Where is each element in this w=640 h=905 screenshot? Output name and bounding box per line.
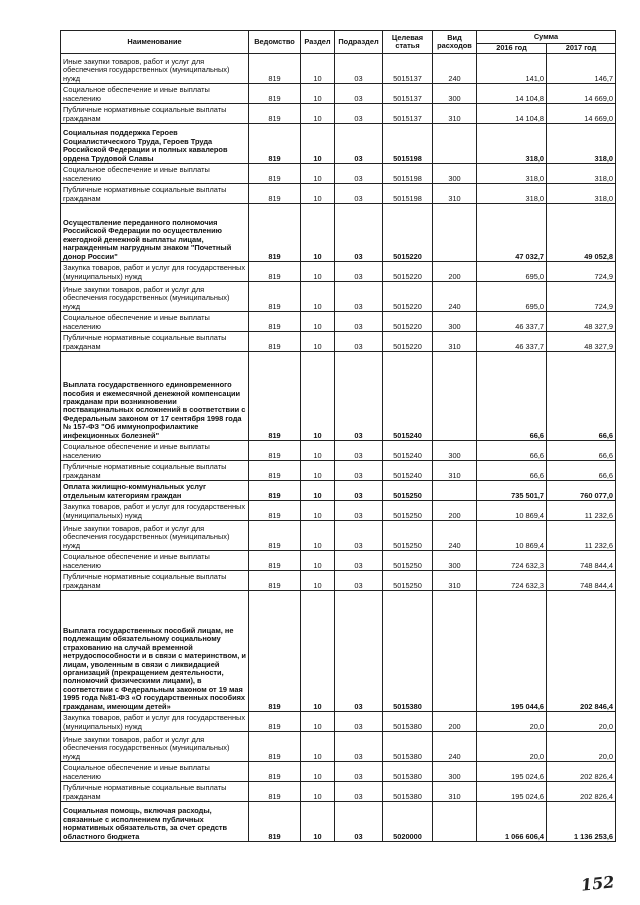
cell-vid: 240	[433, 54, 477, 84]
cell-statya: 5015198	[383, 184, 433, 204]
cell-podrazdel: 03	[335, 461, 383, 481]
cell-sum-2016: 195 024,6	[477, 762, 547, 782]
table-body	[61, 54, 616, 842]
table-row	[61, 732, 616, 762]
cell-vid	[433, 591, 477, 712]
cell-vedomstvo: 819	[249, 461, 301, 481]
cell-sum-2017: 1 136 253,6	[547, 802, 616, 842]
table-row	[61, 54, 616, 84]
cell-vedomstvo: 819	[249, 204, 301, 262]
cell-sum-2016: 46 337,7	[477, 332, 547, 352]
cell-vid: 310	[433, 461, 477, 481]
cell-statya: 5015137	[383, 84, 433, 104]
cell-sum-2016: 318,0	[477, 164, 547, 184]
cell-podrazdel: 03	[335, 282, 383, 312]
cell-name: Социальное обеспечение и иные выплаты населению	[61, 762, 249, 782]
page-number: 152	[579, 872, 615, 895]
cell-statya: 5015198	[383, 124, 433, 164]
cell-sum-2016: 695,0	[477, 282, 547, 312]
cell-name: Иные закупки товаров, работ и услуг для обеспечения государственных (муниципальных) нужд	[61, 54, 249, 84]
cell-sum-2016: 14 104,8	[477, 84, 547, 104]
cell-name: Иные закупки товаров, работ и услуг для обеспечения государственных (муниципальных) нужд	[61, 282, 249, 312]
cell-vid: 310	[433, 184, 477, 204]
cell-sum-2017: 748 844,4	[547, 551, 616, 571]
cell-vedomstvo: 819	[249, 124, 301, 164]
cell-statya: 5015380	[383, 782, 433, 802]
cell-statya: 5015250	[383, 571, 433, 591]
cell-vedomstvo: 819	[249, 312, 301, 332]
cell-statya: 5020000	[383, 802, 433, 842]
cell-name: Публичные нормативные социальные выплаты гражданам	[61, 332, 249, 352]
cell-statya: 5015240	[383, 461, 433, 481]
cell-vid: 300	[433, 551, 477, 571]
cell-vid: 240	[433, 521, 477, 551]
cell-podrazdel: 03	[335, 312, 383, 332]
cell-sum-2017: 11 232,6	[547, 501, 616, 521]
cell-vedomstvo: 819	[249, 762, 301, 782]
cell-name: Закупка товаров, работ и услуг для государственных (муниципальных) нужд	[61, 262, 249, 282]
cell-statya: 5015137	[383, 104, 433, 124]
cell-vid: 300	[433, 762, 477, 782]
cell-statya: 5015220	[383, 204, 433, 262]
cell-sum-2016: 10 869,4	[477, 521, 547, 551]
table-row	[61, 481, 616, 501]
cell-name: Оплата жилищно-коммунальных услуг отдельным категориям граждан	[61, 481, 249, 501]
cell-razdel: 10	[301, 551, 335, 571]
cell-sum-2017: 11 232,6	[547, 521, 616, 551]
table-row	[61, 262, 616, 282]
cell-statya: 5015250	[383, 501, 433, 521]
cell-vedomstvo: 819	[249, 262, 301, 282]
cell-sum-2017: 724,9	[547, 262, 616, 282]
cell-vid: 300	[433, 441, 477, 461]
table-row	[61, 282, 616, 312]
cell-statya: 5015240	[383, 441, 433, 461]
header-summa: Сумма	[477, 31, 616, 44]
cell-vedomstvo: 819	[249, 54, 301, 84]
cell-vedomstvo: 819	[249, 521, 301, 551]
table-row	[61, 124, 616, 164]
cell-podrazdel: 03	[335, 104, 383, 124]
cell-vedomstvo: 819	[249, 164, 301, 184]
cell-razdel: 10	[301, 352, 335, 441]
cell-podrazdel: 03	[335, 591, 383, 712]
cell-name: Выплата государственного единовременного пособия и ежемесячной денежной компенсации гражданам при возникновении поствакцинальных осложнений в соответствии с Федеральным законом от 17 сентября 1998 года № 157-ФЗ "Об иммунопрофилактике инфекционных болезней"	[61, 352, 249, 441]
cell-statya: 5015250	[383, 481, 433, 501]
cell-sum-2016: 66,6	[477, 441, 547, 461]
cell-name: Публичные нормативные социальные выплаты гражданам	[61, 104, 249, 124]
table-row	[61, 84, 616, 104]
cell-podrazdel: 03	[335, 352, 383, 441]
cell-podrazdel: 03	[335, 441, 383, 461]
cell-razdel: 10	[301, 481, 335, 501]
cell-name: Выплата государственных пособий лицам, не подлежащим обязательному социальному страхованию на случай временной нетрудоспособности и в связи с материнством, и лицам, уволенным в связи с ликвидацией организаций (прекращением деятельности, полномочий физическими лицами), в соответствии с Федеральным законом от 19 мая 1995 года №81-ФЗ «О государственных пособиях гражданам, имеющим детей»	[61, 591, 249, 712]
cell-name: Социальное обеспечение и иные выплаты населению	[61, 551, 249, 571]
table-header	[61, 31, 616, 54]
budget-table-sheet	[60, 30, 615, 842]
table-row	[61, 184, 616, 204]
table-row	[61, 802, 616, 842]
cell-sum-2016: 20,0	[477, 712, 547, 732]
cell-podrazdel: 03	[335, 184, 383, 204]
cell-statya: 5015380	[383, 762, 433, 782]
header-year-2017: 2017 год	[547, 44, 616, 54]
cell-podrazdel: 03	[335, 124, 383, 164]
cell-vid: 240	[433, 732, 477, 762]
cell-sum-2016: 318,0	[477, 184, 547, 204]
cell-podrazdel: 03	[335, 762, 383, 782]
table-row	[61, 551, 616, 571]
cell-vedomstvo: 819	[249, 104, 301, 124]
table-row	[61, 104, 616, 124]
cell-sum-2016: 66,6	[477, 461, 547, 481]
table-row	[61, 352, 616, 441]
cell-sum-2016: 724 632,3	[477, 571, 547, 591]
cell-sum-2017: 724,9	[547, 282, 616, 312]
cell-sum-2017: 146,7	[547, 54, 616, 84]
cell-sum-2016: 695,0	[477, 262, 547, 282]
cell-name: Публичные нормативные социальные выплаты гражданам	[61, 782, 249, 802]
cell-sum-2016: 195 044,6	[477, 591, 547, 712]
table-row	[61, 571, 616, 591]
cell-razdel: 10	[301, 204, 335, 262]
cell-vid	[433, 352, 477, 441]
cell-sum-2017: 14 669,0	[547, 84, 616, 104]
cell-sum-2016: 66,6	[477, 352, 547, 441]
cell-statya: 5015137	[383, 54, 433, 84]
cell-vid: 300	[433, 312, 477, 332]
cell-name: Закупка товаров, работ и услуг для государственных (муниципальных) нужд	[61, 501, 249, 521]
cell-statya: 5015198	[383, 164, 433, 184]
cell-sum-2016: 14 104,8	[477, 104, 547, 124]
cell-vid: 200	[433, 712, 477, 732]
cell-vedomstvo: 819	[249, 501, 301, 521]
cell-podrazdel: 03	[335, 481, 383, 501]
cell-podrazdel: 03	[335, 571, 383, 591]
table-row	[61, 461, 616, 481]
cell-sum-2016: 20,0	[477, 732, 547, 762]
cell-name: Социальное обеспечение и иные выплаты населению	[61, 312, 249, 332]
cell-vid	[433, 204, 477, 262]
table-row	[61, 591, 616, 712]
cell-sum-2016: 724 632,3	[477, 551, 547, 571]
cell-razdel: 10	[301, 571, 335, 591]
cell-vedomstvo: 819	[249, 571, 301, 591]
cell-vid	[433, 481, 477, 501]
cell-vedomstvo: 819	[249, 712, 301, 732]
cell-podrazdel: 03	[335, 164, 383, 184]
cell-razdel: 10	[301, 124, 335, 164]
cell-razdel: 10	[301, 312, 335, 332]
cell-name: Публичные нормативные социальные выплаты гражданам	[61, 571, 249, 591]
cell-statya: 5015220	[383, 332, 433, 352]
cell-sum-2016: 47 032,7	[477, 204, 547, 262]
cell-sum-2016: 141,0	[477, 54, 547, 84]
cell-statya: 5015220	[383, 262, 433, 282]
cell-razdel: 10	[301, 782, 335, 802]
cell-sum-2017: 20,0	[547, 732, 616, 762]
cell-podrazdel: 03	[335, 54, 383, 84]
cell-razdel: 10	[301, 54, 335, 84]
cell-sum-2016: 46 337,7	[477, 312, 547, 332]
cell-razdel: 10	[301, 332, 335, 352]
cell-podrazdel: 03	[335, 782, 383, 802]
cell-name: Социальное обеспечение и иные выплаты населению	[61, 84, 249, 104]
cell-name: Иные закупки товаров, работ и услуг для обеспечения государственных (муниципальных) нужд	[61, 732, 249, 762]
cell-statya: 5015220	[383, 312, 433, 332]
header-podrazdel: Подраздел	[335, 31, 383, 54]
cell-razdel: 10	[301, 501, 335, 521]
cell-vedomstvo: 819	[249, 352, 301, 441]
cell-sum-2016: 735 501,7	[477, 481, 547, 501]
cell-sum-2017: 202 826,4	[547, 782, 616, 802]
cell-podrazdel: 03	[335, 732, 383, 762]
header-year-2016: 2016 год	[477, 44, 547, 54]
cell-statya: 5015250	[383, 521, 433, 551]
cell-vedomstvo: 819	[249, 84, 301, 104]
table-row	[61, 332, 616, 352]
cell-razdel: 10	[301, 591, 335, 712]
cell-vedomstvo: 819	[249, 551, 301, 571]
cell-sum-2017: 318,0	[547, 184, 616, 204]
header-statya: Целевая статья	[383, 31, 433, 54]
cell-vid: 310	[433, 332, 477, 352]
cell-sum-2017: 48 327,9	[547, 332, 616, 352]
cell-sum-2017: 48 327,9	[547, 312, 616, 332]
cell-podrazdel: 03	[335, 501, 383, 521]
cell-name: Социальная помощь, включая расходы, связанные с исполнением публичных нормативных обязательств, за счет средств областного бюджета	[61, 802, 249, 842]
table-row	[61, 164, 616, 184]
header-razdel: Раздел	[301, 31, 335, 54]
table-row	[61, 782, 616, 802]
cell-sum-2017: 66,6	[547, 461, 616, 481]
cell-name: Закупка товаров, работ и услуг для государственных (муниципальных) нужд	[61, 712, 249, 732]
cell-podrazdel: 03	[335, 84, 383, 104]
cell-vid: 200	[433, 262, 477, 282]
cell-vedomstvo: 819	[249, 332, 301, 352]
cell-sum-2017: 202 826,4	[547, 762, 616, 782]
cell-sum-2017: 748 844,4	[547, 571, 616, 591]
budget-table	[60, 30, 616, 842]
cell-sum-2017: 49 052,8	[547, 204, 616, 262]
cell-razdel: 10	[301, 282, 335, 312]
cell-razdel: 10	[301, 732, 335, 762]
cell-vedomstvo: 819	[249, 184, 301, 204]
cell-sum-2017: 20,0	[547, 712, 616, 732]
cell-vedomstvo: 819	[249, 591, 301, 712]
cell-sum-2017: 66,6	[547, 352, 616, 441]
table-row	[61, 712, 616, 732]
cell-vid: 310	[433, 782, 477, 802]
cell-vid: 310	[433, 571, 477, 591]
cell-name: Осуществление переданного полномочия Российской Федерации по осуществлению ежегодной денежной выплаты лицам, награжденным нагрудным знаком "Почетный донор России"	[61, 204, 249, 262]
cell-vedomstvo: 819	[249, 732, 301, 762]
cell-statya: 5015380	[383, 732, 433, 762]
cell-podrazdel: 03	[335, 712, 383, 732]
cell-name: Публичные нормативные социальные выплаты гражданам	[61, 461, 249, 481]
cell-sum-2017: 318,0	[547, 124, 616, 164]
cell-statya: 5015240	[383, 352, 433, 441]
cell-vid: 300	[433, 84, 477, 104]
cell-vedomstvo: 819	[249, 481, 301, 501]
table-row	[61, 501, 616, 521]
cell-razdel: 10	[301, 164, 335, 184]
cell-razdel: 10	[301, 262, 335, 282]
cell-statya: 5015250	[383, 551, 433, 571]
cell-razdel: 10	[301, 104, 335, 124]
cell-razdel: 10	[301, 461, 335, 481]
cell-vid	[433, 802, 477, 842]
cell-name: Публичные нормативные социальные выплаты гражданам	[61, 184, 249, 204]
cell-sum-2016: 1 066 606,4	[477, 802, 547, 842]
cell-razdel: 10	[301, 712, 335, 732]
cell-sum-2017: 760 077,0	[547, 481, 616, 501]
cell-razdel: 10	[301, 802, 335, 842]
header-vid: Вид расходов	[433, 31, 477, 54]
cell-podrazdel: 03	[335, 551, 383, 571]
cell-vedomstvo: 819	[249, 441, 301, 461]
cell-sum-2016: 10 869,4	[477, 501, 547, 521]
cell-name: Социальное обеспечение и иные выплаты населению	[61, 441, 249, 461]
header-name: Наименование	[61, 31, 249, 54]
cell-statya: 5015220	[383, 282, 433, 312]
cell-name: Социальная поддержка Героев Социалистического Труда, Героев Труда Российской Федерации и полных кавалеров ордена Трудовой Славы	[61, 124, 249, 164]
cell-sum-2017: 202 846,4	[547, 591, 616, 712]
table-row	[61, 312, 616, 332]
table-row	[61, 441, 616, 461]
header-vedomstvo: Ведомство	[249, 31, 301, 54]
cell-vid: 300	[433, 164, 477, 184]
cell-statya: 5015380	[383, 591, 433, 712]
cell-sum-2017: 14 669,0	[547, 104, 616, 124]
cell-vid: 240	[433, 282, 477, 312]
cell-podrazdel: 03	[335, 802, 383, 842]
cell-sum-2016: 195 024,6	[477, 782, 547, 802]
cell-vedomstvo: 819	[249, 802, 301, 842]
cell-statya: 5015380	[383, 712, 433, 732]
cell-razdel: 10	[301, 84, 335, 104]
cell-razdel: 10	[301, 184, 335, 204]
cell-vid	[433, 124, 477, 164]
cell-vedomstvo: 819	[249, 782, 301, 802]
cell-sum-2017: 66,6	[547, 441, 616, 461]
cell-razdel: 10	[301, 762, 335, 782]
cell-podrazdel: 03	[335, 204, 383, 262]
cell-razdel: 10	[301, 521, 335, 551]
cell-name: Социальное обеспечение и иные выплаты населению	[61, 164, 249, 184]
cell-vid: 310	[433, 104, 477, 124]
cell-podrazdel: 03	[335, 521, 383, 551]
cell-name: Иные закупки товаров, работ и услуг для обеспечения государственных (муниципальных) нужд	[61, 521, 249, 551]
cell-vedomstvo: 819	[249, 282, 301, 312]
cell-razdel: 10	[301, 441, 335, 461]
cell-sum-2016: 318,0	[477, 124, 547, 164]
cell-podrazdel: 03	[335, 332, 383, 352]
cell-vid: 200	[433, 501, 477, 521]
table-row	[61, 521, 616, 551]
cell-podrazdel: 03	[335, 262, 383, 282]
table-row	[61, 762, 616, 782]
cell-sum-2017: 318,0	[547, 164, 616, 184]
table-row	[61, 204, 616, 262]
